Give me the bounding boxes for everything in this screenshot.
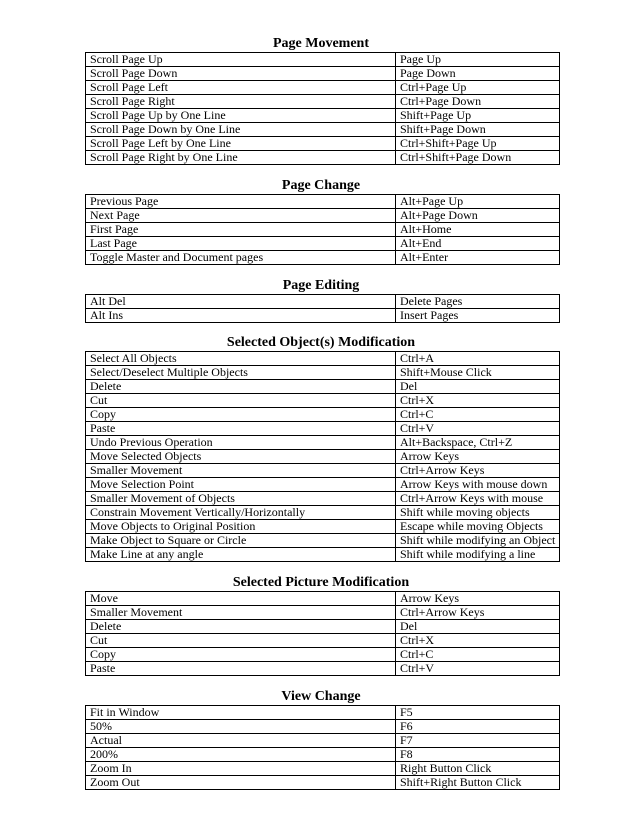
action-cell: Scroll Page Right xyxy=(86,95,396,109)
shortcut-cell: Shift+Page Up xyxy=(396,109,560,123)
table-row xyxy=(86,748,560,762)
section-title: Page Change xyxy=(281,178,361,193)
shortcut-cell: Alt+Enter xyxy=(396,251,560,265)
action-cell: Previous Page xyxy=(86,195,396,209)
shortcut-cell: Ctrl+Shift+Page Down xyxy=(396,151,560,165)
shortcut-cell: F6 xyxy=(396,720,560,734)
shortcut-cell: Del xyxy=(396,380,560,394)
table-row xyxy=(86,506,560,520)
table-row xyxy=(86,366,560,380)
shortcut-cell: Insert Pages xyxy=(396,309,560,323)
action-cell: Copy xyxy=(86,408,396,422)
section-title: Page Movement xyxy=(272,36,370,51)
shortcut-cell: Ctrl+Arrow Keys xyxy=(396,606,560,620)
table-row xyxy=(86,450,560,464)
action-cell: First Page xyxy=(86,223,396,237)
table-row xyxy=(86,81,560,95)
action-cell: Alt Ins xyxy=(86,309,396,323)
section-title: Selected Picture Modification xyxy=(232,575,410,590)
shortcut-cell: Right Button Click xyxy=(396,762,560,776)
action-cell: Scroll Page Down xyxy=(86,67,396,81)
table-row xyxy=(86,606,560,620)
shortcut-table xyxy=(85,351,560,562)
shortcut-cell: Escape while moving Objects xyxy=(396,520,560,534)
table-row xyxy=(86,123,560,137)
table-row xyxy=(86,706,560,720)
shortcut-cell: Shift while modifying a line xyxy=(396,548,560,562)
action-cell: Smaller Movement xyxy=(86,606,396,620)
table-row xyxy=(86,309,560,323)
action-cell: Select All Objects xyxy=(86,352,396,366)
shortcut-cell: Ctrl+C xyxy=(396,408,560,422)
shortcut-table xyxy=(85,194,560,265)
action-cell: Constrain Movement Vertically/Horizontally xyxy=(86,506,396,520)
table-row xyxy=(86,720,560,734)
action-cell: Delete xyxy=(86,380,396,394)
action-cell: Fit in Window xyxy=(86,706,396,720)
table-row xyxy=(86,662,560,676)
shortcut-cell: Alt+Backspace, Ctrl+Z xyxy=(396,436,560,450)
shortcut-cell: Alt+Home xyxy=(396,223,560,237)
section-page-editing xyxy=(85,278,557,323)
shortcut-cell: Ctrl+Shift+Page Up xyxy=(396,137,560,151)
action-cell: Scroll Page Up by One Line xyxy=(86,109,396,123)
table-row xyxy=(86,520,560,534)
action-cell: Scroll Page Left by One Line xyxy=(86,137,396,151)
section-selected-object-modification xyxy=(85,335,557,562)
table-row xyxy=(86,223,560,237)
table-row xyxy=(86,648,560,662)
action-cell: 200% xyxy=(86,748,396,762)
shortcut-cell: F8 xyxy=(396,748,560,762)
shortcut-cell: Arrow Keys xyxy=(396,592,560,606)
action-cell: Move xyxy=(86,592,396,606)
table-row xyxy=(86,394,560,408)
shortcut-cell: F7 xyxy=(396,734,560,748)
action-cell: Select/Deselect Multiple Objects xyxy=(86,366,396,380)
table-row xyxy=(86,634,560,648)
shortcut-cell: Page Up xyxy=(396,53,560,67)
shortcut-table xyxy=(85,294,560,323)
table-row xyxy=(86,492,560,506)
shortcut-cell: Delete Pages xyxy=(396,295,560,309)
shortcut-cell: Ctrl+A xyxy=(396,352,560,366)
shortcut-cell: Ctrl+V xyxy=(396,662,560,676)
action-cell: Smaller Movement xyxy=(86,464,396,478)
section-view-change xyxy=(85,689,557,790)
action-cell: Move Objects to Original Position xyxy=(86,520,396,534)
table-row xyxy=(86,251,560,265)
table-row xyxy=(86,534,560,548)
shortcut-cell: Arrow Keys xyxy=(396,450,560,464)
table-row xyxy=(86,436,560,450)
shortcut-cell: Shift while modifying an Object xyxy=(396,534,560,548)
action-cell: Smaller Movement of Objects xyxy=(86,492,396,506)
table-row xyxy=(86,209,560,223)
action-cell: Zoom Out xyxy=(86,776,396,790)
shortcut-cell: Page Down xyxy=(396,67,560,81)
action-cell: Actual xyxy=(86,734,396,748)
action-cell: Toggle Master and Document pages xyxy=(86,251,396,265)
table-row xyxy=(86,548,560,562)
table-row xyxy=(86,592,560,606)
shortcut-cell: Alt+Page Up xyxy=(396,195,560,209)
shortcut-cell: Shift while moving objects xyxy=(396,506,560,520)
shortcut-table xyxy=(85,52,560,165)
table-row xyxy=(86,478,560,492)
action-cell: Make Object to Square or Circle xyxy=(86,534,396,548)
action-cell: Copy xyxy=(86,648,396,662)
shortcut-cell: Shift+Mouse Click xyxy=(396,366,560,380)
action-cell: Last Page xyxy=(86,237,396,251)
table-row xyxy=(86,464,560,478)
table-row xyxy=(86,53,560,67)
table-row xyxy=(86,762,560,776)
table-row xyxy=(86,352,560,366)
shortcut-cell: Ctrl+V xyxy=(396,422,560,436)
action-cell: Undo Previous Operation xyxy=(86,436,396,450)
table-row xyxy=(86,620,560,634)
action-cell: Zoom In xyxy=(86,762,396,776)
shortcut-cell: Ctrl+C xyxy=(396,648,560,662)
table-row xyxy=(86,237,560,251)
action-cell: Scroll Page Left xyxy=(86,81,396,95)
table-row xyxy=(86,67,560,81)
action-cell: Paste xyxy=(86,422,396,436)
shortcut-cell: Del xyxy=(396,620,560,634)
shortcut-cell: Ctrl+Page Down xyxy=(396,95,560,109)
shortcut-cell: F5 xyxy=(396,706,560,720)
action-cell: Paste xyxy=(86,662,396,676)
action-cell: Scroll Page Down by One Line xyxy=(86,123,396,137)
table-row xyxy=(86,95,560,109)
section-title: View Change xyxy=(281,689,361,704)
shortcut-cell: Arrow Keys with mouse down xyxy=(396,478,560,492)
table-row xyxy=(86,109,560,123)
action-cell: Make Line at any angle xyxy=(86,548,396,562)
table-row xyxy=(86,734,560,748)
shortcut-cell: Shift+Page Down xyxy=(396,123,560,137)
shortcut-cell: Ctrl+X xyxy=(396,394,560,408)
shortcut-table xyxy=(85,705,560,790)
shortcut-cell: Alt+Page Down xyxy=(396,209,560,223)
shortcut-table xyxy=(85,591,560,676)
shortcut-cell: Ctrl+X xyxy=(396,634,560,648)
action-cell: Scroll Page Right by One Line xyxy=(86,151,396,165)
section-title: Page Editing xyxy=(282,278,360,293)
action-cell: Delete xyxy=(86,620,396,634)
action-cell: Alt Del xyxy=(86,295,396,309)
section-page-change xyxy=(85,178,557,265)
shortcut-cell: Alt+End xyxy=(396,237,560,251)
action-cell: Move Selection Point xyxy=(86,478,396,492)
table-row xyxy=(86,295,560,309)
shortcut-cell: Shift+Right Button Click xyxy=(396,776,560,790)
action-cell: Cut xyxy=(86,634,396,648)
shortcut-cell: Ctrl+Page Up xyxy=(396,81,560,95)
table-row xyxy=(86,151,560,165)
shortcut-cell: Ctrl+Arrow Keys with mouse xyxy=(396,492,560,506)
table-row xyxy=(86,422,560,436)
action-cell: Move Selected Objects xyxy=(86,450,396,464)
table-row xyxy=(86,195,560,209)
section-title: Selected Object(s) Modification xyxy=(226,335,416,350)
table-row xyxy=(86,380,560,394)
table-row xyxy=(86,137,560,151)
table-row xyxy=(86,408,560,422)
section-selected-picture-modification xyxy=(85,575,557,676)
action-cell: Cut xyxy=(86,394,396,408)
shortcut-cell: Ctrl+Arrow Keys xyxy=(396,464,560,478)
action-cell: 50% xyxy=(86,720,396,734)
table-row xyxy=(86,776,560,790)
action-cell: Scroll Page Up xyxy=(86,53,396,67)
section-page-movement xyxy=(85,36,557,165)
action-cell: Next Page xyxy=(86,209,396,223)
